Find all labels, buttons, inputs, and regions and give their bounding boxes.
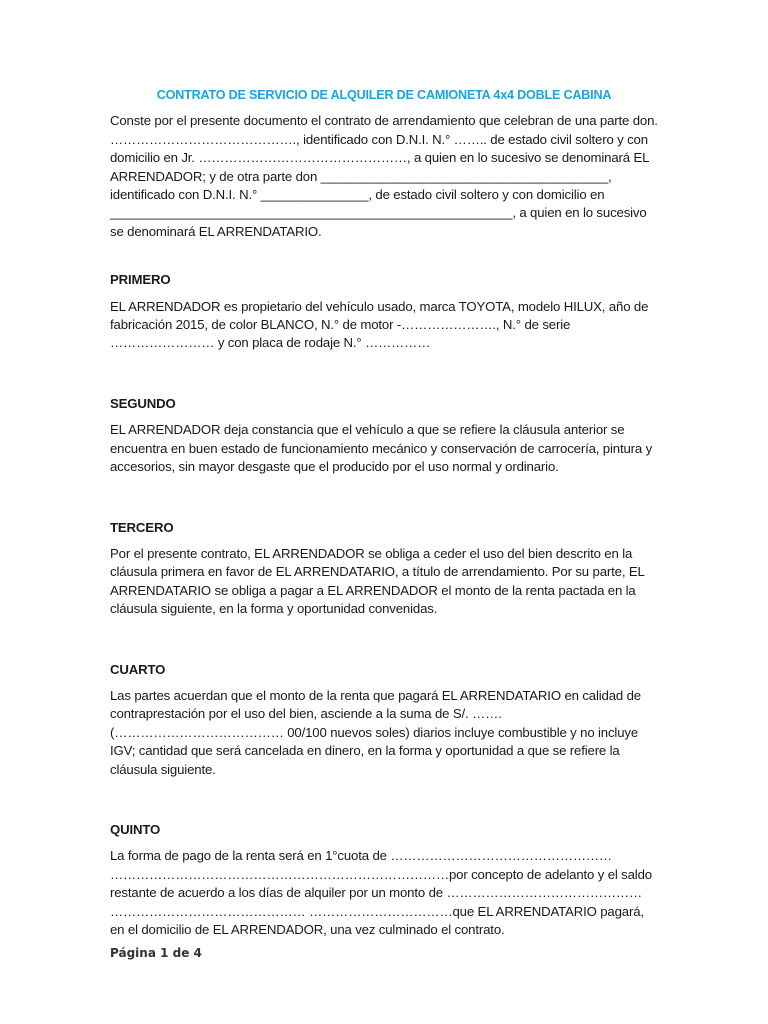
intro-paragraph: Conste por el presente documento el contrato de arrendamiento que celebran de una parte don. ……………………………………., identificado con D.N.I. N.° …….. de estado civil soltero y con domicilio en Jr. …………………………………………, a quien en lo sucesivo se denominará EL ARRENDADOR; y de otra parte don ________________________________________, identificado con D.N.I. N.° _______________, de estado civil soltero y con domicilio en ________________________________________________________, a quien en lo sucesivo se denominará EL ARRENDATARIO. (110, 113, 658, 239)
clause-body-segundo: EL ARRENDADOR deja constancia que el vehículo a que se refiere la cláusula anterior se encuentra en buen estado de funcionamiento mecánico y conservación de carrocería, pintura y accesorios, sin mayor desgaste que el producido por el uso normal y ordinario. (110, 422, 653, 475)
document-content (110, 86, 658, 939)
clause-heading-tercero: TERCERO (110, 519, 174, 535)
clause-body-tercero: Por el presente contrato, EL ARRENDADOR se obliga a ceder el uso del bien descrito en la cláusula primera en favor de EL ARRENDATARIO, a título de arrendamiento. Por su parte, EL ARRENDATARIO se obliga a pagar a EL ARRENDADOR el monto de la renta pactada en la cláusula siguiente, en la forma y oportunidad convenidas. (110, 545, 645, 617)
document-title: CONTRATO DE SERVICIO DE ALQUILER DE CAMIONETA 4x4 DOBLE CABINA (156, 88, 612, 102)
clause-body-cuarto: Las partes acuerdan que el monto de la renta que pagará EL ARRENDATARIO en calidad de contraprestación por el uso del bien, asciende a la suma de S/. ……. (………………………………… 00/100 nuevos soles) diarios incluye combustible y no incluye IGV; cantidad que será cancelada en dinero, en la forma y oportunidad a que se refiere la cláusula siguiente. (110, 687, 641, 777)
clause-heading-segundo: SEGUNDO (110, 395, 176, 411)
clause-body-quinto: La forma de pago de la renta será en 1°cuota de …………………………………………… ……………………………………………………………………por concepto de adelanto y el saldo restante de acuerdo a los días de alquiler por un monto de ……………………………………… ……………………………………… ……………………………que EL ARRENDATARIO pagará, en el domicilio de EL ARRENDADOR, una vez culminado el contrato. (110, 848, 652, 937)
clause-heading-quinto: QUINTO (110, 821, 161, 837)
clause-heading-primero: PRIMERO (110, 272, 171, 288)
page-number: Página 1 de 4 (110, 946, 202, 960)
clause-heading-cuarto: CUARTO (110, 661, 166, 677)
clause-body-primero: EL ARRENDADOR es propietario del vehículo usado, marca TOYOTA, modelo HILUX, año de fabricación 2015, de color BLANCO, N.° de motor -…………………., N.° de serie …………………… y con placa de rodaje N.° …………… (110, 298, 649, 351)
